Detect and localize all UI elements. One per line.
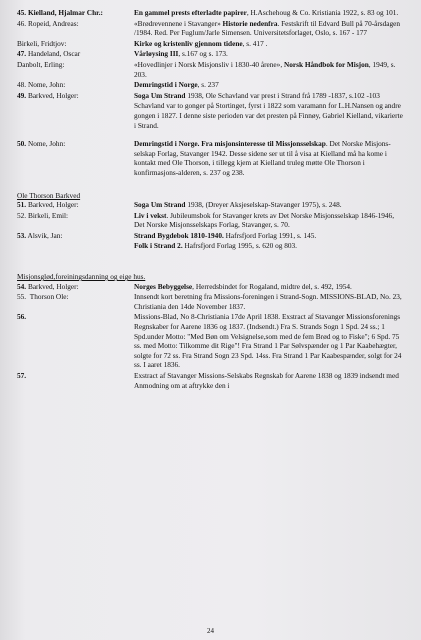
note-45: 45. Kielland, Hjalmar Chr.: En gammel prests efterladte papirer, H.Aschehoug & Co. Kristiania 1922, s. 83 og 101.	[17, 8, 399, 17]
section-heading: Misjonsglød,foreiningsdanning og eige hus.	[17, 272, 146, 282]
page-number: 24	[207, 627, 214, 635]
note-48: 48. Nome, John: Demringstid i Norge, s. 237	[17, 80, 219, 90]
note-54: 54. Barkved, Holger: Norges Bebyggelse, Herredsbindet for Rogaland, midtre del, s. 492, 1954.	[17, 281, 352, 291]
note-52: 52. Birkeli, Emil: Liv i vekst. Jubileumsbok for Stavanger krets av Det Norske Misjonsselskap 1846-1946, Det Norske Misjonsselskaps Forlag, Stavanger, s. 70.	[17, 210, 395, 230]
notes-list	[17, 8, 415, 391]
section-heading: Ole Thorson Barkved	[17, 190, 81, 200]
note-53-cont: Folk i Strand 2. Hafrsfjord Forlag 1995, s. 620 og 803.	[134, 241, 297, 251]
note-53: 53. Alsvik, Jan: Strand Bygdebok 1810-1940. Hafrsfjord Forlag 1991, s. 145.	[17, 230, 317, 240]
note-danbolt: Danbolt, Erling: «Hovedlinjer i Norsk Misjonsliv i 1830-40 årene», Norsk Håndbok for Misjon, 1949, s. 203.	[17, 59, 396, 79]
note-55: 55. Thorson Ole: Innsendt kort beretning fra Missions-foreningen i Strand-Sogn. MISSIONS-BLAD, No. 23, Christiania den 14de November 1837.	[17, 292, 402, 311]
note-51: 51. Barkved, Holger: Soga Um Strand 1938, (Dreyer Aksjeselskap-Stavanger 1975), s. 248.	[17, 200, 342, 210]
note-57: 57. Exstract af Stavanger Missions-Selskabs Regnskab for Aarene 1838 og 1839 indsendt med Anmodning om at aftrykke den i	[17, 371, 399, 390]
note-49: 49. Barkved, Holger: Soga Um Strand 1938, Ole Schavland var prest i Strand frå 1789 -1837, s.102 -103	[17, 90, 380, 100]
note-56: 56. Missions-Blad, No 8-Christiania 17de April 1838. Exstract af Stavanger Missionsforenings Regnskaber for Aarene 1836 og 1837. (Indsendt.) Fra S. Strands Sogn 1 Spd. 24 ss.; 1 Spd.under Motto: "Med Bøn om Velsignelse,som med de fem Brød og to Fiske"; 6 Spd. 75 ss. med Motto: Tilkomme dit Rige"! Fra Strand 1 Par Sølvspænder og 1 Par Kaabehægter, solgte for 72 ss. Fra Strand Sogn 23 Spd. 14ss. Fra Strand 1 Par Kaabespænder, solgt for 24 ss. I aaret 1836.	[17, 312, 402, 370]
note-46: 46. Ropeid, Andreas: «Brødrevennene i Stavanger» Historie nedenfra. Festskrift til Edvard Bull på 70-årsdagen /1984. Red. Per Fuglum/Jarle Simensen. Universitetsforlaget, Oslo, s. 167 - 177	[17, 18, 401, 38]
note-50: 50. Nome, John: Demringstid i Norge. Fra misjonsinteresse til Missjonsselskap. Det Norske Misjons-selskap Forlag, Stavanger 1942. Desse sidene ser ut til å visa at Kielland må ha kome i kontakt med Ole Thorson, i tillegg kjem at Kielland truleg møtte Ole Thorson i konfirmasjons-alderen, s. 237 og 238.	[17, 139, 391, 177]
note-47: 47. Handeland, Oscar Vårløysing III, s.167 og s. 173.	[17, 49, 228, 59]
note-49-cont: Schavland var to gonger på Stortinget, fyrst i 1822 som varamann for L.H.Nansen og andre gongen i 1827. I denne siste perioden var det presten på Finnøy, Gabriel Kielland, vikarierte i Strand.	[134, 101, 403, 130]
note-birkeli: Birkeli, Fridtjov: Kirke og kristenliv gjennom tidene, s. 417 .	[17, 38, 268, 48]
